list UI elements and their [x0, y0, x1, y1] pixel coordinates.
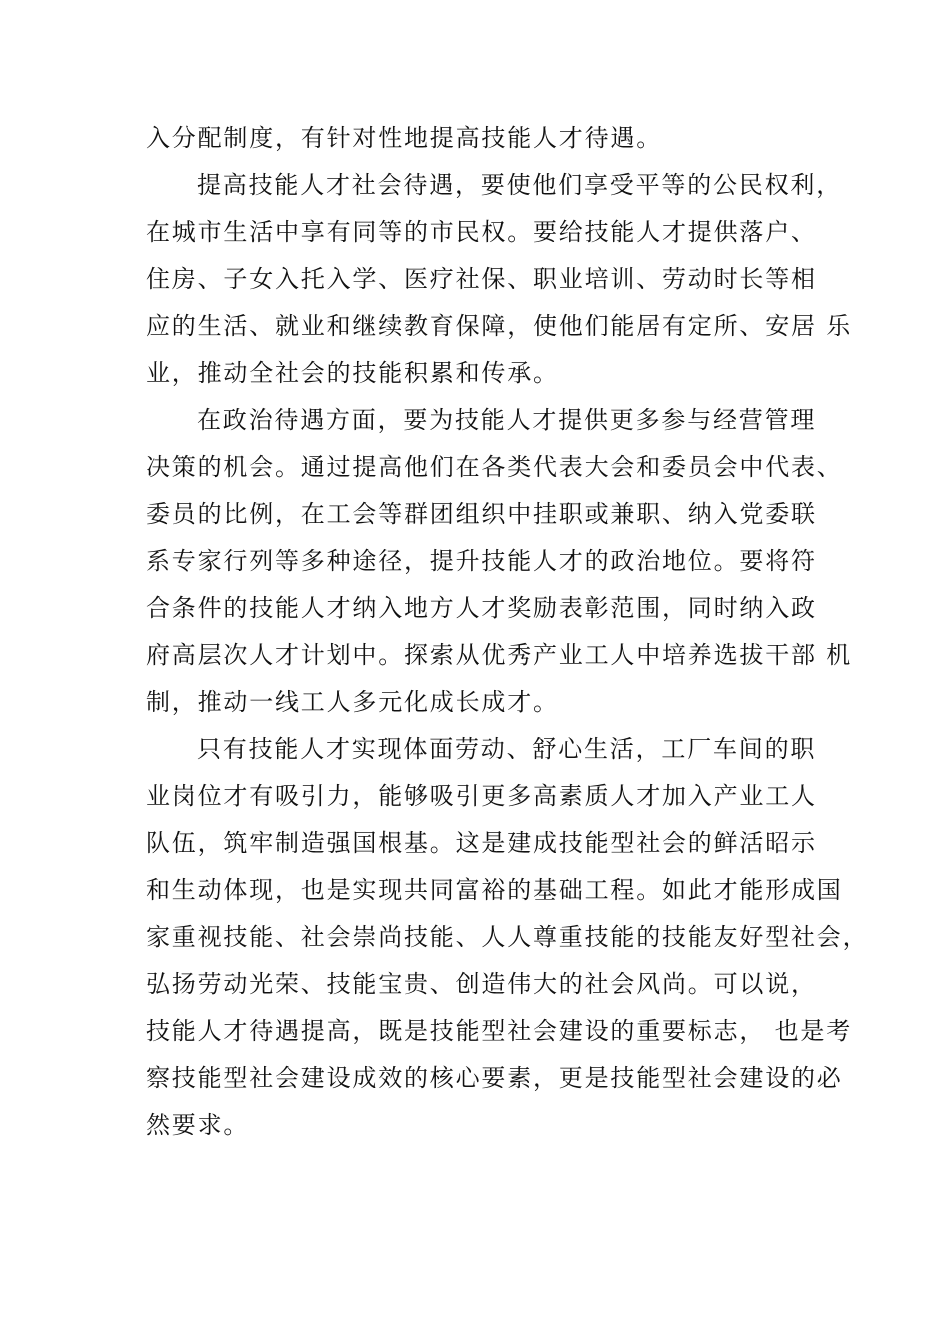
document-body — [146, 115, 869, 1149]
text-line: 和生动体现，也是实现共同富裕的基础工程。如此才能形成国 — [146, 876, 843, 904]
text-line: 决策的机会。通过提高他们在各类代表大会和委员会中代表、 — [146, 453, 843, 481]
text-line: 在政治待遇方面，要为技能人才提供更多参与经营管理 — [197, 406, 817, 434]
text-line: 系专家行列等多种途径，提升技能人才的政治地位。要将符 — [146, 547, 817, 575]
text-line: 合条件的技能人才纳入地方人才奖励表彰范围，同时纳入政 — [146, 594, 817, 622]
text-line: 委员的比例，在工会等群团组织中挂职或兼职、纳入党委联 — [146, 500, 817, 528]
text-line: 弘扬劳动光荣、技能宝贵、创造伟大的社会风尚。可以说， — [146, 970, 817, 998]
text-line: 提高技能人才社会待遇，要使他们享受平等的公民权利， — [197, 171, 842, 199]
text-line: 应的生活、就业和继续教育保障，使他们能居有定所、安居 乐 — [146, 312, 853, 340]
text-line: 在城市生活中享有同等的市民权。要给技能人才提供落户、 — [146, 218, 817, 246]
text-line: 府高层次人才计划中。探索从优秀产业工人中培养选拔干部 机 — [146, 641, 853, 669]
text-line: 察技能型社会建设成效的核心要素，更是技能型社会建设的必 — [146, 1064, 843, 1092]
text-line: 制，推动一线工人多元化成长成才。 — [146, 688, 559, 716]
text-line: 业岗位才有吸引力，能够吸引更多高素质人才加入产业工人 — [146, 782, 817, 810]
paragraph-2 — [146, 162, 853, 397]
text-line: 住房、子女入托入学、医疗社保、职业培训、劳动时长等相 — [146, 265, 817, 293]
text-line: 技能人才待遇提高，既是技能型社会建设的重要标志， 也是考 — [146, 1017, 853, 1045]
text-line: 队伍，筑牢制造强国根基。这是建成技能型社会的鲜活昭示 — [146, 829, 817, 857]
text-line: 业，推动全社会的技能积累和传承。 — [146, 359, 559, 387]
text-line: 家重视技能、社会崇尚技能、人人尊重技能的技能友好型社会， — [146, 923, 869, 951]
text-line: 只有技能人才实现体面劳动、舒心生活，工厂车间的职 — [197, 735, 817, 763]
text-line: 入分配制度，有针对性地提高技能人才待遇。 — [146, 124, 662, 152]
paragraph-1 — [146, 115, 846, 162]
paragraph-4 — [146, 726, 869, 1149]
text-line: 然要求。 — [146, 1111, 250, 1139]
paragraph-3 — [146, 397, 853, 726]
